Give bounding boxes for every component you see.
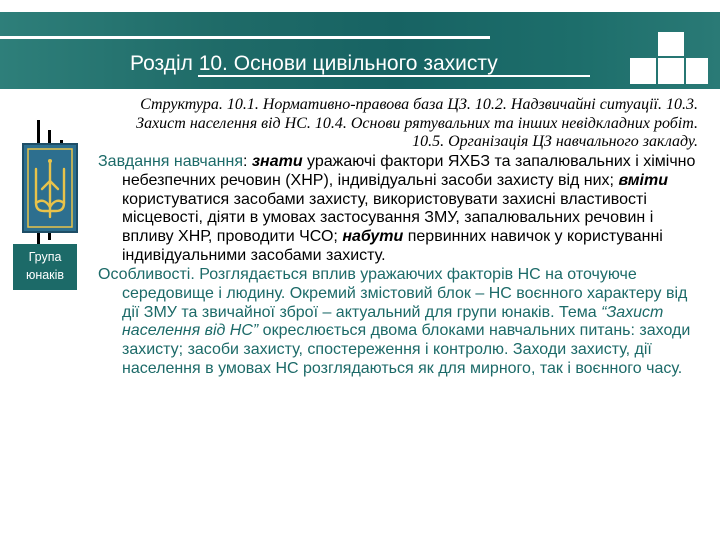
features-paragraph: Особливості. Розглядається вплив уражаючих факторів НС на оточуюче середовище і людину. Окремий змістовий блок – НС воєнного характеру від дії ЗМУ та звичайної зброї – актуальний для групи юнаків. Тема “Захист населення від НС” окреслюється двома блоками навчальних питань: заходи захисту; засоби захисту, спостереження і контролю. Заходи захисту, дії населення в умовах НС розглядаються як для мирного, так і воєнного часу. [98, 266, 691, 377]
deco-square [658, 32, 684, 56]
acquire-keyword: набути [342, 227, 404, 245]
trident-emblem-icon [22, 143, 78, 233]
title-underline [198, 75, 590, 77]
tasks-paragraph: Завдання навчання: знати уражаючі фактори ЯХБЗ та запалювальних і хімічно небезпечних речовин (ХНР), індивідуальні засоби захисту від них; вміти користуватися засобами захисту, використовувати захисні властивості місцевості, діяти в умовах застосування ЗМУ, запалювальних речовин і впливу ХНР, проводити ЧСО; набути первинних навичок у користуванні індивідуальними засобами захисту. [98, 153, 696, 264]
deco-square [630, 58, 656, 84]
group-label-line1: Група [28, 250, 62, 264]
slide-content [98, 96, 698, 379]
group-badge [13, 244, 77, 290]
page-title: Розділ 10. Основи цивільного захисту [130, 52, 498, 75]
tasks-lead: Завдання навчання [98, 153, 243, 171]
structure-paragraph: Структура. 10.1. Нормативно-правова база ЦЗ. 10.2. Надзвичайні ситуації. 10.3. Захист населення від НС. 10.4. Основи рятувальних та інших невідкладних робіт. 10.5. Організація ЦЗ навчального закладу. [136, 96, 698, 151]
know-keyword: знати [251, 153, 303, 171]
deco-square [658, 58, 684, 84]
header-divider [0, 36, 490, 39]
group-label-line2: юнаків [25, 268, 65, 282]
features-lead: Особливості [98, 266, 191, 284]
can-keyword: вміти [618, 171, 668, 189]
topic-title: “Захист населення від НС” [122, 303, 664, 340]
deco-square [686, 58, 708, 84]
header-bar [0, 12, 720, 89]
